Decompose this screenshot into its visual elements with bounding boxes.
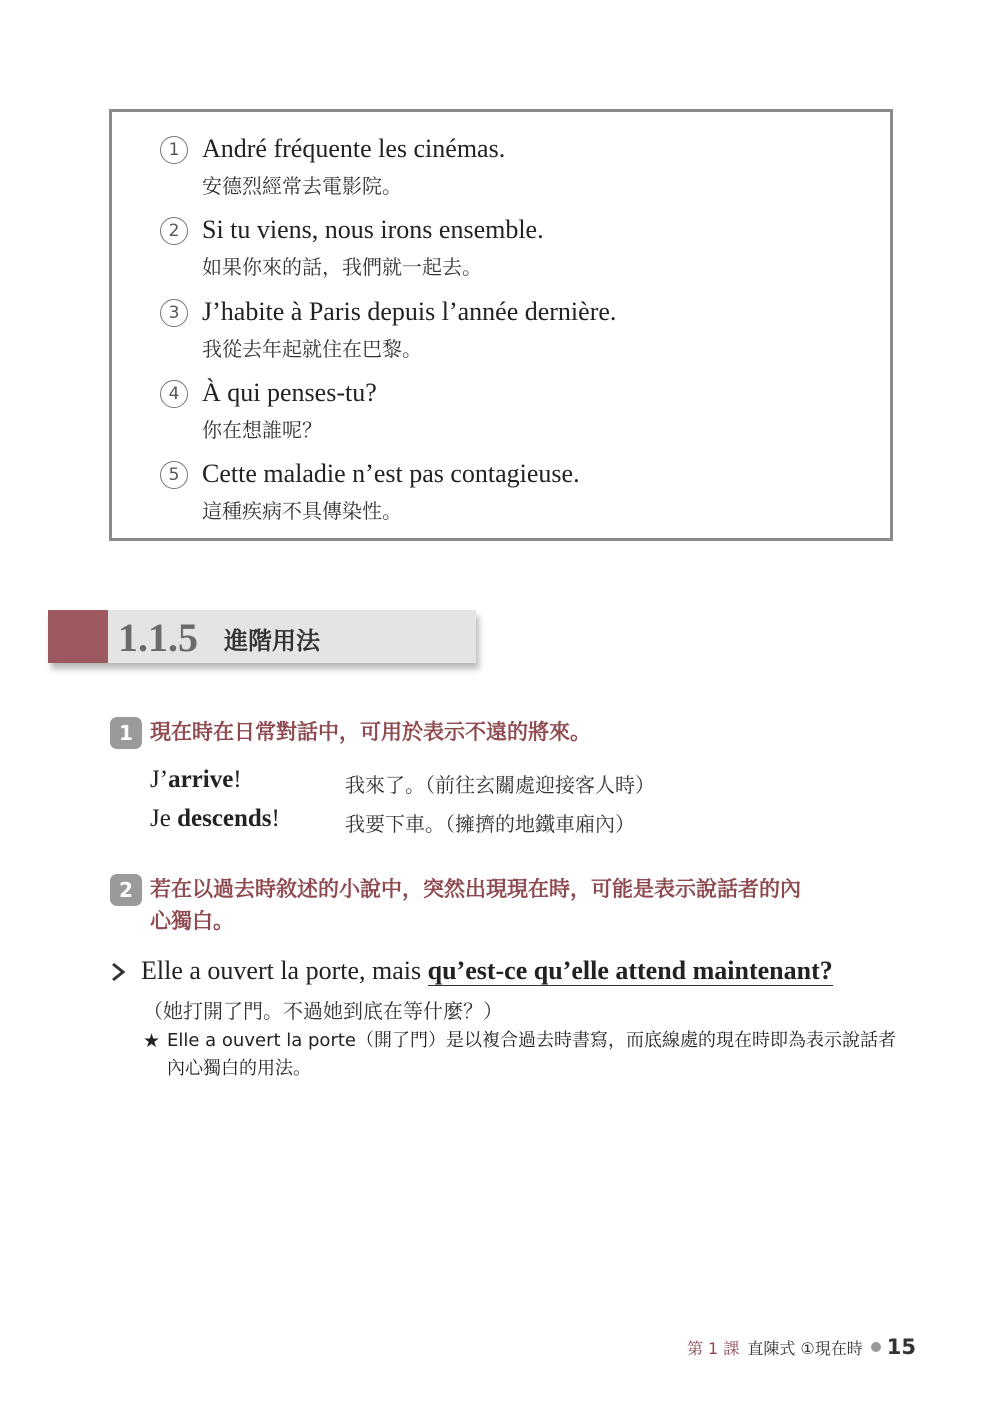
point-text: 心獨白。: [150, 909, 234, 933]
example-french-verb: descends: [177, 805, 272, 832]
example-number: 1: [160, 136, 188, 164]
example-french-suffix: !: [233, 766, 242, 793]
point-text: 現在時在日常對話中，可用於表示不遠的將來。: [150, 720, 591, 744]
example-french: J’habite à Paris depuis l’année dernière.: [202, 297, 617, 326]
point-badge: 2: [110, 874, 142, 906]
example-number: 4: [160, 380, 188, 408]
note-text: Elle a ouvert la porte（開了門）是以複合過去時書寫，而底線處的現在時即為表示說話者內心獨白的用法。: [167, 1030, 896, 1079]
example-chinese: 如果你來的話，我們就一起去。: [202, 255, 482, 279]
section-heading: [48, 610, 476, 663]
example-french-underlined: qu’est-ce qu’elle attend maintenant?: [427, 956, 833, 985]
chevron-right-icon: [110, 961, 126, 983]
footer-lesson: 第 1 課: [686, 1338, 740, 1358]
example-translation: （她打開了門。不過她到底在等什麼？）: [143, 999, 503, 1023]
point-badge: 1: [110, 717, 142, 749]
example-french: À qui penses-tu?: [202, 378, 377, 407]
example-french: [150, 805, 280, 833]
star-icon: ★: [143, 1030, 161, 1052]
example-chinese: 我來了。（前往玄關處迎接客人時）: [345, 773, 655, 797]
example-french-prefix: Je: [150, 805, 178, 832]
example-chinese: 我從去年起就住在巴黎。: [202, 337, 422, 361]
example-chinese: 安德烈經常去電影院。: [202, 174, 402, 198]
example-french: [150, 766, 242, 794]
example-chinese: 這種疾病不具傳染性。: [202, 499, 402, 523]
point-text: 若在以過去時敘述的小說中，突然出現現在時，可能是表示說話者的內: [150, 877, 801, 901]
example-chinese: 我要下車。（擁擠的地鐵車廂內）: [345, 812, 635, 836]
footer-dot-icon: [871, 1342, 881, 1352]
example-number: 5: [160, 461, 188, 489]
page-number: 15: [886, 1335, 916, 1359]
footer-chapter: 直陳式 ①現在時: [747, 1338, 863, 1358]
example-french: André fréquente les cinémas.: [202, 134, 506, 163]
example-french: Cette maladie n’est pas contagieuse.: [202, 459, 580, 488]
example-french-suffix: !: [271, 805, 280, 832]
example-french-plain: Elle a ouvert la porte, mais: [141, 956, 428, 985]
example-french-verb: arrive: [168, 766, 234, 793]
example-number: 2: [160, 217, 188, 245]
section-number: 1.1.5: [118, 615, 198, 660]
example-french: [141, 956, 833, 986]
example-chinese: 你在想誰呢？: [202, 418, 322, 442]
example-french-prefix: J’: [150, 766, 169, 793]
section-accent-bar: [48, 610, 108, 663]
example-number: 3: [160, 299, 188, 327]
example-french: Si tu viens, nous irons ensemble.: [202, 215, 544, 244]
page-footer: [687, 1335, 916, 1359]
example-box: [109, 109, 893, 541]
section-title: 進階用法: [224, 627, 320, 655]
